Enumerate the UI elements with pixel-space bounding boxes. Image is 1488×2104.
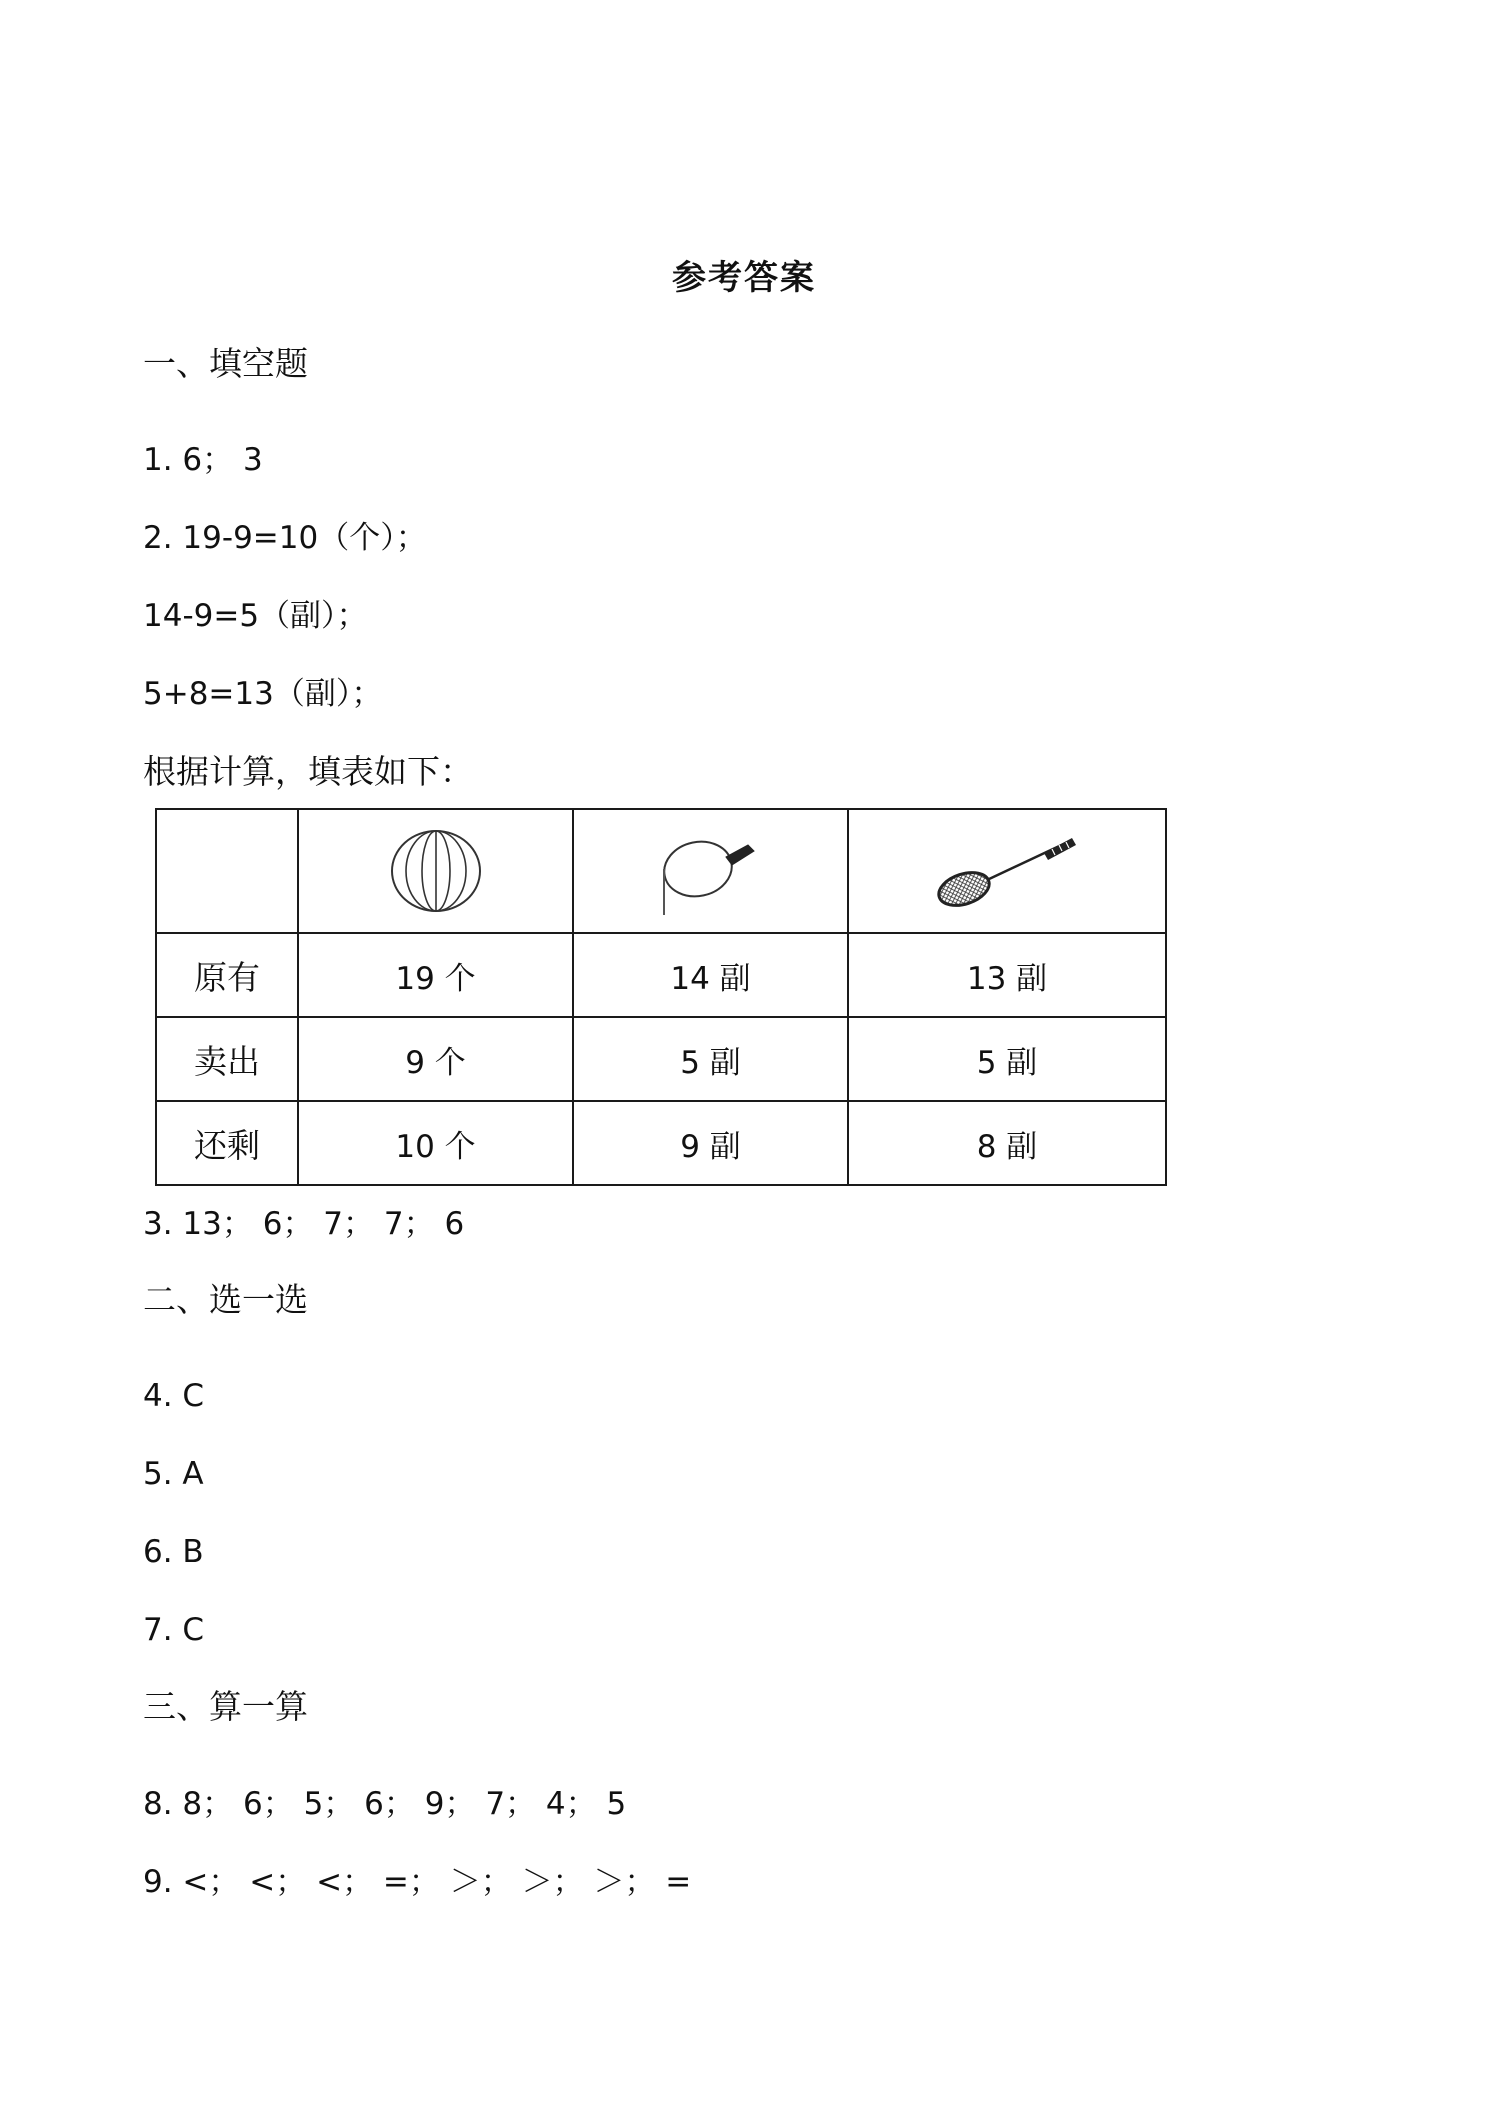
table-cell: 13 副 (848, 933, 1166, 1017)
section-calculation: 三、算一算 (143, 1687, 308, 1726)
badminton-racket-icon (932, 825, 1082, 917)
table-row (156, 933, 1166, 1017)
answer-2-line-3: 5+8=13（副）； (143, 676, 383, 712)
ping-pong-paddle-icon (656, 823, 766, 919)
ball-icon (386, 826, 486, 916)
row-label: 卖出 (156, 1017, 298, 1101)
section-multiple-choice: 二、选一选 (143, 1280, 308, 1319)
row-label: 原有 (156, 933, 298, 1017)
table-row (156, 1017, 1166, 1101)
page-title: 参考答案 (672, 258, 816, 298)
answer-8: 8. 8； 6； 5； 6； 9； 7； 4； 5 (143, 1786, 627, 1822)
answer-7: 7. C (143, 1612, 205, 1648)
table-cell: 5 副 (848, 1017, 1166, 1101)
table-header-ping-pong (573, 809, 848, 933)
table-header-ball (298, 809, 573, 933)
section-fill-blanks: 一、填空题 (143, 344, 308, 383)
answer-6: 6. B (143, 1534, 204, 1570)
answer-2-table-intro: 根据计算，填表如下： (143, 752, 473, 791)
answer-2-line-2: 14-9=5（副）； (143, 598, 368, 634)
answer-9: 9. <； <； <； =； ＞； ＞； ＞； = (143, 1864, 692, 1900)
answer-table (155, 808, 1167, 1186)
row-label: 还剩 (156, 1101, 298, 1185)
answer-1: 1. 6； 3 (143, 442, 263, 478)
answer-2-line-1: 2. 19-9=10（个）； (143, 520, 427, 556)
table-cell: 14 副 (573, 933, 848, 1017)
table-row (156, 1101, 1166, 1185)
answer-3: 3. 13； 6； 7； 7； 6 (143, 1206, 465, 1242)
table-corner-cell (156, 809, 298, 933)
table-header-row (156, 809, 1166, 933)
answer-5: 5. A (143, 1456, 204, 1492)
table-header-badminton (848, 809, 1166, 933)
table-cell: 9 副 (573, 1101, 848, 1185)
table-cell: 8 副 (848, 1101, 1166, 1185)
table-cell: 5 副 (573, 1017, 848, 1101)
answer-4: 4. C (143, 1378, 205, 1414)
table-cell: 10 个 (298, 1101, 573, 1185)
table-cell: 19 个 (298, 933, 573, 1017)
table-cell: 9 个 (298, 1017, 573, 1101)
